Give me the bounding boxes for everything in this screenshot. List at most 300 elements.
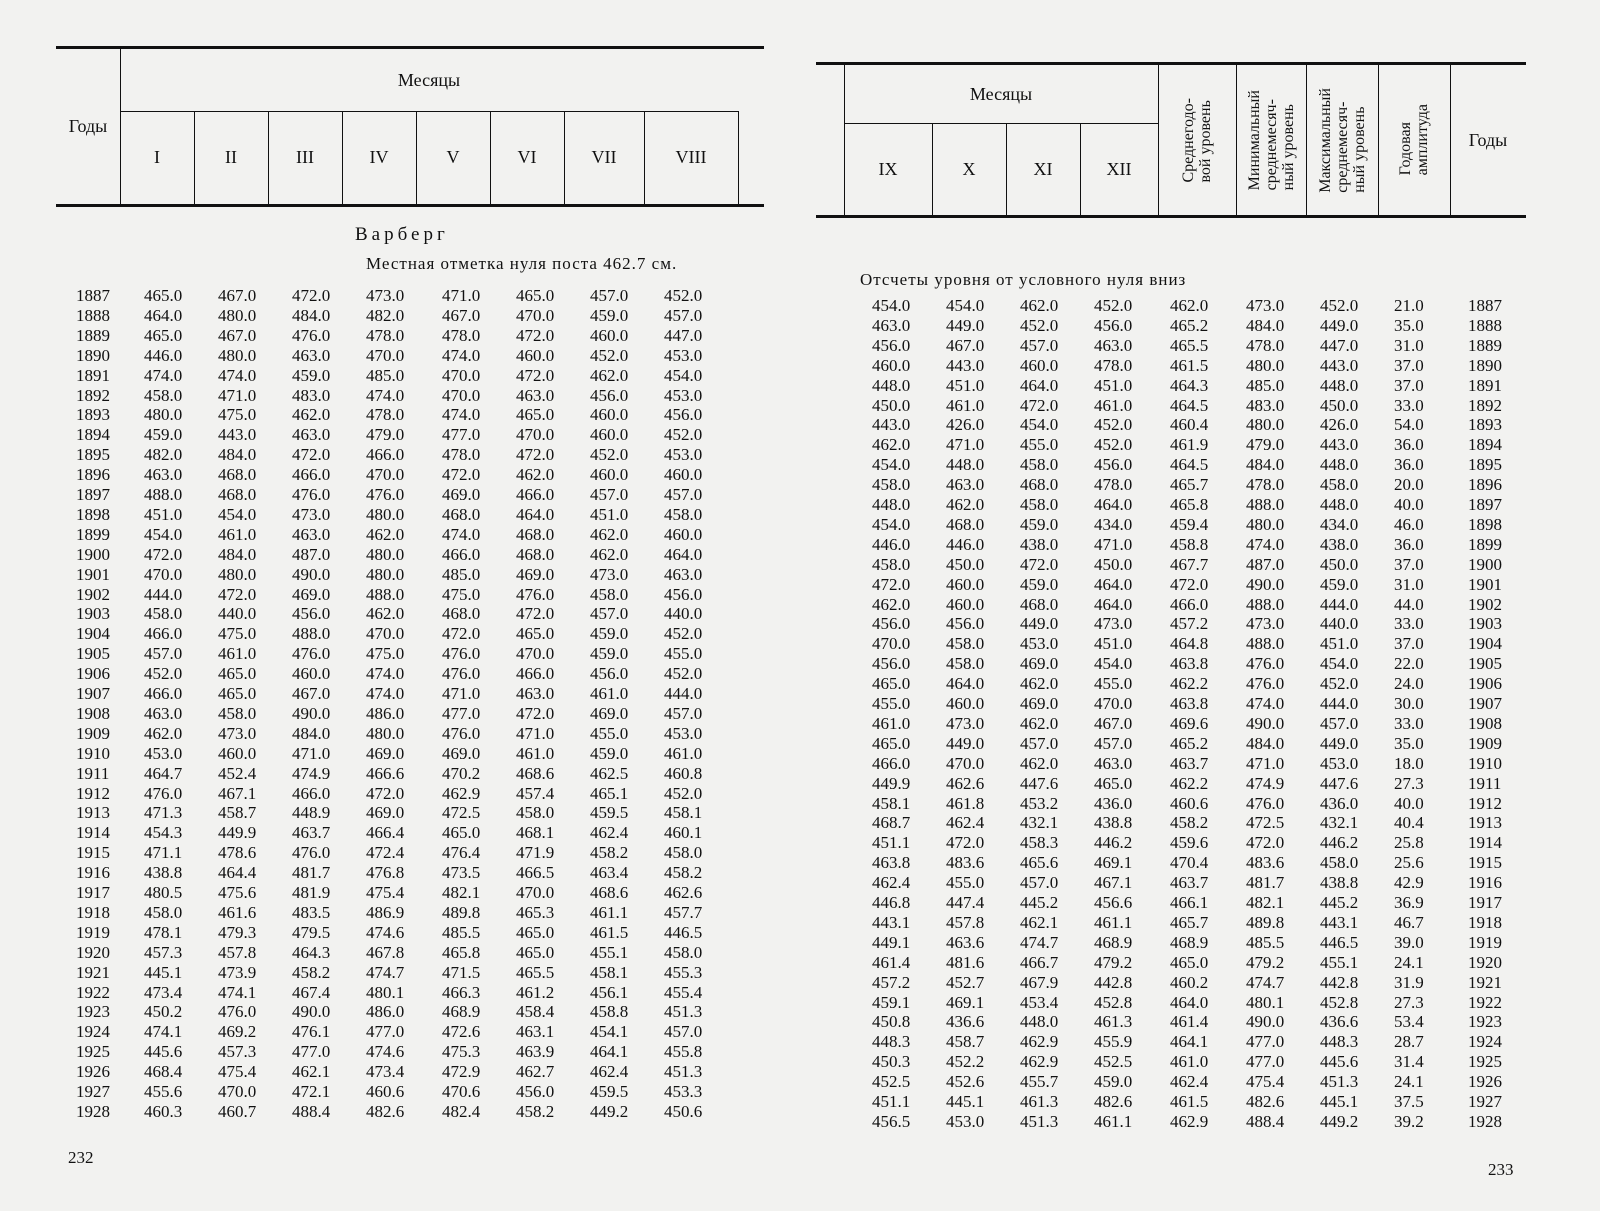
- value-cell: 452.0: [144, 664, 183, 684]
- value-cell: 458.0: [1020, 455, 1059, 475]
- value-cell: 478.1: [144, 922, 183, 942]
- value-cell: 446.8: [872, 893, 911, 912]
- value-cell: 470.0: [144, 564, 183, 584]
- value-cell: 460.6: [366, 1082, 405, 1101]
- year-cell: 1903: [76, 604, 110, 624]
- table-row: [800, 1092, 1600, 1112]
- value-cell: 461.8: [946, 793, 985, 813]
- table-row: [0, 545, 800, 565]
- year-cell: 1898: [1468, 514, 1502, 534]
- value-cell: 470.0: [218, 1082, 257, 1101]
- table-row: [0, 963, 800, 983]
- value-cell: 475.0: [442, 584, 481, 604]
- value-cell: 458.0: [144, 385, 183, 405]
- value-cell: 452.0: [664, 783, 703, 803]
- value-cell: 53.4: [1394, 1012, 1424, 1032]
- left-data-rows: [0, 286, 800, 1126]
- table-row: [0, 644, 800, 664]
- value-cell: 457.8: [946, 912, 985, 932]
- table-row: [800, 555, 1600, 575]
- value-cell: 471.5: [442, 962, 481, 982]
- value-cell: 471.0: [442, 684, 481, 703]
- value-cell: 436.6: [1320, 1012, 1359, 1032]
- year-cell: 1921: [1468, 972, 1502, 992]
- table-row: [0, 983, 800, 1003]
- value-cell: 463.0: [292, 425, 331, 445]
- value-cell: 468.0: [1020, 594, 1059, 614]
- value-cell: 456.0: [664, 584, 703, 604]
- year-cell: 1902: [1468, 594, 1502, 614]
- value-cell: 460.0: [664, 524, 703, 544]
- year-cell: 1921: [76, 962, 110, 982]
- value-cell: 438.8: [1320, 873, 1359, 893]
- year-cell: 1924: [1468, 1032, 1502, 1052]
- value-cell: 451.0: [946, 375, 985, 395]
- value-cell: 467.1: [218, 783, 257, 803]
- value-cell: 35.0: [1394, 315, 1424, 335]
- value-cell: 458.0: [872, 475, 911, 495]
- table-row: [0, 445, 800, 465]
- value-cell: 459.5: [590, 1082, 629, 1101]
- value-cell: 40.0: [1394, 793, 1424, 813]
- value-cell: 477.0: [442, 703, 481, 723]
- value-cell: 432.1: [1320, 813, 1359, 833]
- value-cell: 458.0: [872, 554, 911, 574]
- value-cell: 465.0: [1170, 952, 1209, 972]
- value-cell: 461.1: [1094, 912, 1133, 932]
- year-cell: 1919: [1468, 932, 1502, 952]
- value-cell: 476.0: [292, 325, 331, 345]
- value-cell: 485.0: [1246, 375, 1285, 395]
- value-cell: 451.0: [1320, 634, 1359, 654]
- value-cell: 462.0: [590, 524, 629, 544]
- value-cell: 436.0: [1094, 793, 1133, 813]
- table-row: [0, 326, 800, 346]
- value-cell: 450.2: [144, 1002, 183, 1022]
- value-cell: 466.6: [366, 763, 405, 783]
- value-cell: 31.4: [1394, 1052, 1424, 1072]
- value-cell: 469.1: [946, 992, 985, 1012]
- value-cell: 476.0: [1246, 793, 1285, 813]
- value-cell: 488.0: [1246, 594, 1285, 614]
- value-cell: 460.1: [664, 823, 703, 843]
- value-cell: 465.6: [1020, 853, 1059, 873]
- value-cell: 486.0: [366, 703, 405, 723]
- table-row: [800, 1052, 1600, 1072]
- value-cell: 474.0: [366, 664, 405, 684]
- value-cell: 490.0: [292, 1002, 331, 1022]
- year-cell: 1908: [76, 703, 110, 723]
- value-cell: 479.0: [1246, 435, 1285, 455]
- value-cell: 469.0: [442, 743, 481, 763]
- value-cell: 471.0: [1094, 534, 1133, 554]
- value-cell: 462.0: [1020, 713, 1059, 733]
- value-cell: 453.4: [1020, 992, 1059, 1012]
- table-row: [800, 873, 1600, 893]
- table-row: [800, 634, 1600, 654]
- value-cell: 452.2: [946, 1052, 985, 1072]
- value-cell: 451.3: [664, 1002, 703, 1022]
- table-row: [0, 366, 800, 386]
- value-cell: 470.0: [516, 425, 555, 445]
- value-cell: 472.0: [516, 703, 555, 723]
- table-row: [800, 754, 1600, 774]
- year-cell: 1923: [1468, 1012, 1502, 1032]
- value-cell: 450.6: [664, 1101, 703, 1121]
- value-cell: 462.1: [1020, 912, 1059, 932]
- value-cell: 483.5: [292, 902, 331, 922]
- value-cell: 463.0: [516, 385, 555, 405]
- value-cell: 457.0: [1020, 873, 1059, 893]
- value-cell: 480.0: [218, 345, 257, 365]
- value-cell: 463.0: [292, 524, 331, 544]
- value-cell: 37.5: [1394, 1092, 1424, 1111]
- table-row: [0, 585, 800, 605]
- year-cell: 1900: [76, 544, 110, 564]
- value-cell: 461.0: [946, 395, 985, 415]
- value-cell: 456.1: [590, 982, 629, 1002]
- value-cell: 462.2: [1170, 674, 1209, 694]
- value-cell: 474.0: [144, 365, 183, 385]
- value-cell: 462.9: [1020, 1052, 1059, 1072]
- value-cell: 455.0: [664, 644, 703, 664]
- value-cell: 33.0: [1394, 713, 1424, 733]
- value-cell: 449.9: [218, 823, 257, 843]
- value-cell: 478.0: [1094, 355, 1133, 375]
- value-cell: 458.4: [516, 1002, 555, 1022]
- value-cell: 477.0: [1246, 1052, 1285, 1072]
- value-cell: 455.1: [590, 942, 629, 962]
- year-cell: 1888: [1468, 315, 1502, 335]
- value-cell: 489.8: [1246, 912, 1285, 932]
- value-cell: 472.0: [516, 445, 555, 465]
- value-cell: 464.8: [1170, 634, 1209, 654]
- value-cell: 488.4: [292, 1101, 331, 1121]
- table-row: [800, 774, 1600, 794]
- value-cell: 445.2: [1320, 893, 1359, 912]
- value-cell: 480.0: [218, 305, 257, 325]
- value-cell: 478.0: [1246, 475, 1285, 495]
- table-row: [0, 624, 800, 644]
- right-data-rows: [800, 296, 1600, 1146]
- value-cell: 462.2: [1170, 773, 1209, 793]
- value-cell: 438.0: [1320, 534, 1359, 554]
- year-cell: 1922: [1468, 992, 1502, 1012]
- value-cell: 465.1: [590, 783, 629, 803]
- value-cell: 479.2: [1246, 952, 1285, 972]
- table-row: [800, 336, 1600, 356]
- value-cell: 474.0: [442, 524, 481, 544]
- value-cell: 458.0: [946, 634, 985, 654]
- value-cell: 442.8: [1320, 972, 1359, 992]
- year-cell: 1901: [76, 564, 110, 584]
- value-cell: 469.1: [1094, 853, 1133, 873]
- value-cell: 468.9: [1094, 932, 1133, 952]
- year-cell: 1896: [76, 465, 110, 485]
- value-cell: 463.9: [516, 1042, 555, 1062]
- value-cell: 469.0: [366, 743, 405, 763]
- value-cell: 459.0: [1020, 574, 1059, 594]
- table-row: [800, 993, 1600, 1013]
- value-cell: 458.0: [946, 654, 985, 674]
- value-cell: 454.0: [872, 514, 911, 534]
- value-cell: 458.8: [590, 1002, 629, 1022]
- value-cell: 476.0: [218, 1002, 257, 1022]
- table-row: [0, 823, 800, 843]
- table-row: [0, 604, 800, 624]
- value-cell: 472.0: [1246, 833, 1285, 853]
- value-cell: 453.0: [664, 385, 703, 405]
- value-cell: 463.0: [144, 465, 183, 485]
- month-header-6: VI: [517, 147, 537, 167]
- value-cell: 458.1: [590, 962, 629, 982]
- value-cell: 470.0: [442, 365, 481, 385]
- value-cell: 463.8: [1170, 654, 1209, 674]
- value-cell: 464.1: [590, 1042, 629, 1062]
- value-cell: 456.0: [1094, 455, 1133, 475]
- value-cell: 454.0: [872, 296, 911, 315]
- min-monthly-header: Минимальный среднемесяч- ный уровень: [1245, 89, 1297, 191]
- value-cell: 463.8: [1170, 694, 1209, 713]
- year-cell: 1917: [76, 883, 110, 902]
- value-cell: 463.0: [516, 684, 555, 703]
- value-cell: 462.4: [590, 823, 629, 843]
- amplitude-header: Годовая амплитуда: [1397, 104, 1431, 176]
- value-cell: 488.4: [1246, 1111, 1285, 1131]
- year-cell: 1907: [1468, 694, 1502, 713]
- value-cell: 460.3: [144, 1101, 183, 1121]
- value-cell: 462.6: [946, 773, 985, 793]
- value-cell: 472.0: [292, 445, 331, 465]
- table-row: [800, 654, 1600, 674]
- value-cell: 36.9: [1394, 893, 1424, 912]
- value-cell: 453.0: [946, 1111, 985, 1131]
- table-row: [800, 475, 1600, 495]
- value-cell: 464.5: [1170, 395, 1209, 415]
- year-cell: 1896: [1468, 475, 1502, 495]
- value-cell: 469.6: [1170, 713, 1209, 733]
- value-cell: 456.0: [946, 614, 985, 634]
- value-cell: 449.2: [1320, 1111, 1359, 1131]
- value-cell: 477.0: [292, 1042, 331, 1062]
- value-cell: 460.0: [1020, 355, 1059, 375]
- value-cell: 464.4: [218, 863, 257, 883]
- value-cell: 458.8: [1170, 534, 1209, 554]
- year-cell: 1892: [1468, 395, 1502, 415]
- month-header-5: V: [446, 147, 460, 167]
- value-cell: 444.0: [664, 684, 703, 703]
- value-cell: 447.6: [1020, 773, 1059, 793]
- table-row: [0, 1102, 800, 1122]
- value-cell: 451.1: [872, 833, 911, 853]
- value-cell: 456.0: [516, 1082, 555, 1101]
- value-cell: 440.0: [664, 604, 703, 624]
- value-cell: 460.0: [946, 694, 985, 713]
- value-cell: 478.0: [366, 405, 405, 425]
- value-cell: 461.6: [218, 902, 257, 922]
- value-cell: 461.0: [1170, 1052, 1209, 1072]
- value-cell: 457.4: [516, 783, 555, 803]
- value-cell: 450.0: [1094, 554, 1133, 574]
- value-cell: 474.6: [366, 1042, 405, 1062]
- value-cell: 475.4: [1246, 1072, 1285, 1092]
- left-table-header: [56, 46, 764, 207]
- value-cell: 471.3: [144, 803, 183, 823]
- value-cell: 480.5: [144, 883, 183, 902]
- value-cell: 444.0: [144, 584, 183, 604]
- value-cell: 458.0: [1020, 495, 1059, 514]
- table-row: [800, 734, 1600, 754]
- value-cell: 466.7: [1020, 952, 1059, 972]
- value-cell: 470.0: [516, 305, 555, 325]
- value-cell: 453.0: [664, 345, 703, 365]
- value-cell: 472.0: [218, 584, 257, 604]
- value-cell: 461.0: [664, 743, 703, 763]
- value-cell: 462.9: [1020, 1032, 1059, 1052]
- table-row: [800, 435, 1600, 455]
- value-cell: 472.1: [292, 1082, 331, 1101]
- value-cell: 476.0: [292, 644, 331, 664]
- value-cell: 469.0: [1020, 654, 1059, 674]
- year-cell: 1904: [76, 624, 110, 644]
- value-cell: 450.0: [946, 554, 985, 574]
- value-cell: 460.0: [590, 405, 629, 425]
- value-cell: 449.0: [946, 315, 985, 335]
- value-cell: 471.0: [442, 286, 481, 305]
- value-cell: 458.0: [1320, 475, 1359, 495]
- table-row: [0, 565, 800, 585]
- year-cell: 1903: [1468, 614, 1502, 634]
- value-cell: 454.0: [218, 504, 257, 524]
- year-cell: 1924: [76, 1022, 110, 1042]
- value-cell: 461.0: [218, 524, 257, 544]
- value-cell: 451.1: [872, 1092, 911, 1111]
- table-row: [800, 376, 1600, 396]
- value-cell: 467.0: [218, 286, 257, 305]
- value-cell: 450.0: [1320, 554, 1359, 574]
- value-cell: 459.1: [872, 992, 911, 1012]
- year-cell: 1915: [76, 843, 110, 863]
- value-cell: 458.0: [590, 584, 629, 604]
- table-row: [0, 923, 800, 943]
- table-row: [800, 296, 1600, 316]
- value-cell: 479.5: [292, 922, 331, 942]
- value-cell: 463.0: [1094, 753, 1133, 773]
- year-cell: 1927: [1468, 1092, 1502, 1111]
- right-table-header: [816, 62, 1526, 218]
- value-cell: 478.0: [442, 325, 481, 345]
- year-cell: 1891: [1468, 375, 1502, 395]
- value-cell: 468.0: [442, 604, 481, 624]
- value-cell: 438.0: [1020, 534, 1059, 554]
- year-cell: 1890: [76, 345, 110, 365]
- value-cell: 466.0: [872, 753, 911, 773]
- month-header-10: X: [962, 158, 976, 179]
- value-cell: 460.8: [664, 763, 703, 783]
- value-cell: 464.5: [1170, 455, 1209, 475]
- value-cell: 445.1: [1320, 1092, 1359, 1111]
- value-cell: 455.1: [1320, 952, 1359, 972]
- value-cell: 472.0: [1020, 395, 1059, 415]
- value-cell: 454.0: [664, 365, 703, 385]
- value-cell: 476.0: [292, 485, 331, 504]
- value-cell: 459.0: [590, 624, 629, 644]
- value-cell: 436.6: [946, 1012, 985, 1032]
- value-cell: 457.0: [1020, 733, 1059, 753]
- value-cell: 468.9: [1170, 932, 1209, 952]
- value-cell: 462.0: [1170, 296, 1209, 315]
- value-cell: 464.3: [292, 942, 331, 962]
- value-cell: 465.2: [1170, 733, 1209, 753]
- value-cell: 466.5: [516, 863, 555, 883]
- value-cell: 465.0: [144, 325, 183, 345]
- value-cell: 36.0: [1394, 534, 1424, 554]
- value-cell: 445.6: [1320, 1052, 1359, 1072]
- value-cell: 468.7: [872, 813, 911, 833]
- value-cell: 20.0: [1394, 475, 1424, 495]
- value-cell: 452.0: [664, 425, 703, 445]
- value-cell: 469.0: [366, 803, 405, 823]
- table-row: [0, 485, 800, 505]
- month-header-7: VII: [591, 147, 617, 167]
- year-cell: 1914: [1468, 833, 1502, 853]
- value-cell: 453.0: [144, 743, 183, 763]
- value-cell: 475.4: [218, 1062, 257, 1082]
- value-cell: 465.5: [516, 962, 555, 982]
- value-cell: 463.7: [1170, 873, 1209, 893]
- value-cell: 462.4: [590, 1062, 629, 1082]
- value-cell: 462.4: [1170, 1072, 1209, 1092]
- value-cell: 454.0: [1020, 415, 1059, 435]
- value-cell: 450.0: [1320, 395, 1359, 415]
- value-cell: 473.0: [946, 713, 985, 733]
- value-cell: 480.1: [1246, 992, 1285, 1012]
- value-cell: 472.0: [144, 544, 183, 564]
- value-cell: 44.0: [1394, 594, 1424, 614]
- value-cell: 466.0: [366, 445, 405, 465]
- value-cell: 456.0: [664, 405, 703, 425]
- table-row: [800, 794, 1600, 814]
- mean-annual-header: Среднегодо- вой уровень: [1180, 97, 1214, 183]
- table-row: [800, 973, 1600, 993]
- year-cell: 1890: [1468, 355, 1502, 375]
- value-cell: 464.0: [1094, 574, 1133, 594]
- value-cell: 463.0: [292, 345, 331, 365]
- value-cell: 46.7: [1394, 912, 1424, 932]
- value-cell: 485.5: [1246, 932, 1285, 952]
- years-header: Годы: [68, 116, 108, 136]
- year-cell: 1887: [76, 286, 110, 305]
- year-cell: 1900: [1468, 554, 1502, 574]
- year-cell: 1897: [1468, 495, 1502, 514]
- value-cell: 24.1: [1394, 952, 1424, 972]
- value-cell: 448.0: [1320, 455, 1359, 475]
- value-cell: 36.0: [1394, 435, 1424, 455]
- value-cell: 470.0: [1094, 694, 1133, 713]
- value-cell: 24.0: [1394, 674, 1424, 694]
- value-cell: 452.0: [1094, 296, 1133, 315]
- table-row: [800, 933, 1600, 953]
- year-cell: 1889: [76, 325, 110, 345]
- value-cell: 432.1: [1020, 813, 1059, 833]
- table-row: [800, 356, 1600, 376]
- value-cell: 446.5: [1320, 932, 1359, 952]
- value-cell: 464.1: [1170, 1032, 1209, 1052]
- value-cell: 449.0: [946, 733, 985, 753]
- value-cell: 480.0: [366, 504, 405, 524]
- value-cell: 448.0: [872, 495, 911, 514]
- value-cell: 452.0: [590, 345, 629, 365]
